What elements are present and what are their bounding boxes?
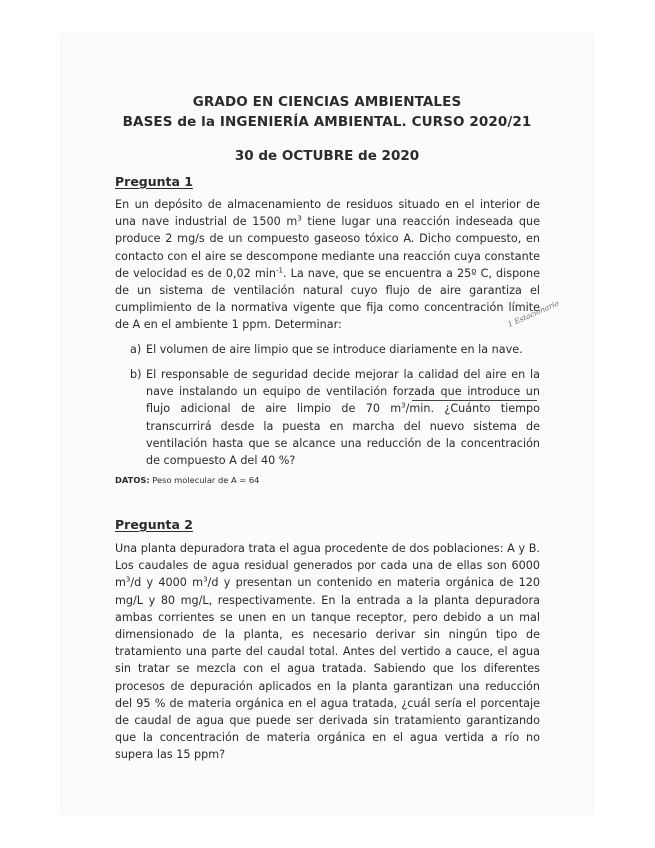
item-b-text-part-2: /min. ¿Cuánto tiempo transcurrirá desde la puesta en marcha del nuevo sistema de ventilación hasta que se alcance una reducción de la concentración de compuesto A del 40 %? [146, 402, 540, 468]
item-b-text-part-1: El responsable de seguridad decide mejorar la calidad del aire en la nave instalando un equipo de ventilación forzada que introduce un flujo adicional de aire limpio de 70 m [146, 368, 540, 416]
datos-text: Peso molecular de A = 64 [149, 475, 260, 485]
q1-text-part-2: tiene lugar una reacción indeseada que produce 2 mg/s de un compuesto gaseoso tóxico A. Dicho compuesto, en contacto con el aire se descompone mediante una reacción cuya constante de velocidad es de 0,02 min [115, 215, 540, 280]
item-b-sup: 3 [401, 401, 406, 410]
q1-sup-2: -1 [275, 266, 283, 275]
header-degree: GRADO EN CIENCIAS AMBIENTALES [192, 94, 462, 110]
question-1-statement [115, 196, 540, 334]
q1-text-part-1: En un depósito de almacenamiento de residuos situado en el interior de una nave industrial de 1500 m [115, 198, 540, 229]
question-2-statement [115, 540, 540, 764]
question-2-heading: Pregunta 2 [115, 517, 194, 532]
item-a-label: a) [130, 343, 142, 356]
handwritten-underline [412, 400, 537, 401]
question-1-data [115, 475, 259, 485]
q2-text-part-2: /d y 4000 m [130, 576, 204, 590]
header-date: 30 de OCTUBRE de 2020 [234, 148, 420, 164]
q1-text-part-3: . La nave, que se encuentra a 25º C, dispone de un sistema de ventilación natural cuyo flujo de aire garantiza el cumplimiento de la normativa vigente que fija como concentración límite de A en el ambiente 1 ppm. Determinar: [115, 266, 540, 332]
datos-label: DATOS: [115, 475, 150, 485]
question-1-item-b [130, 366, 540, 469]
exam-page [62, 34, 592, 814]
q1-sup-1: 3 [297, 214, 302, 223]
question-1-item-a [130, 341, 540, 358]
item-a-text: El volumen de aire limpio que se introduce diariamente en la nave. [146, 343, 523, 356]
item-b-label: b) [130, 368, 142, 381]
header-course: BASES de la INGENIERÍA AMBIENTAL. CURSO 2020/21 [122, 114, 532, 130]
item-b-text [146, 366, 540, 469]
q2-sup-2: 3 [203, 575, 208, 584]
q2-text-part-1: Una planta depuradora trata el agua procedente de dos poblaciones: A y B. Los caudales de agua residual generados por cada una de ellas son 6000 m [115, 542, 540, 590]
question-1-heading: Pregunta 1 [115, 174, 194, 189]
q2-text-part-3: /d y presentan un contenido en materia orgánica de 120 mg/L y 80 mg/L, respectivamente. En la entrada a la planta depuradora ambas corrientes se unen en un tanque receptor, pero debido a un mal dimensionado de la planta, es necesario derivar sin ningún tipo de tratamiento una parte del caudal total. Antes del vertido a cauce, el agua sin tratar se mezcla con el agua tratada. Sabiendo que los diferentes procesos de depuración aplicados en la planta garantizan una reducción del 95 % de materia orgánica en el agua tratada, ¿cuál sería el porcentaje de caudal de agua que puede ser derivada sin tratamiento garantizando que la concentración de materia orgánica en el agua vertida a río no supera las 15 ppm? [115, 576, 540, 762]
handwritten-note: 1 Estacionario [506, 298, 561, 329]
q2-sup-1: 3 [125, 575, 131, 584]
